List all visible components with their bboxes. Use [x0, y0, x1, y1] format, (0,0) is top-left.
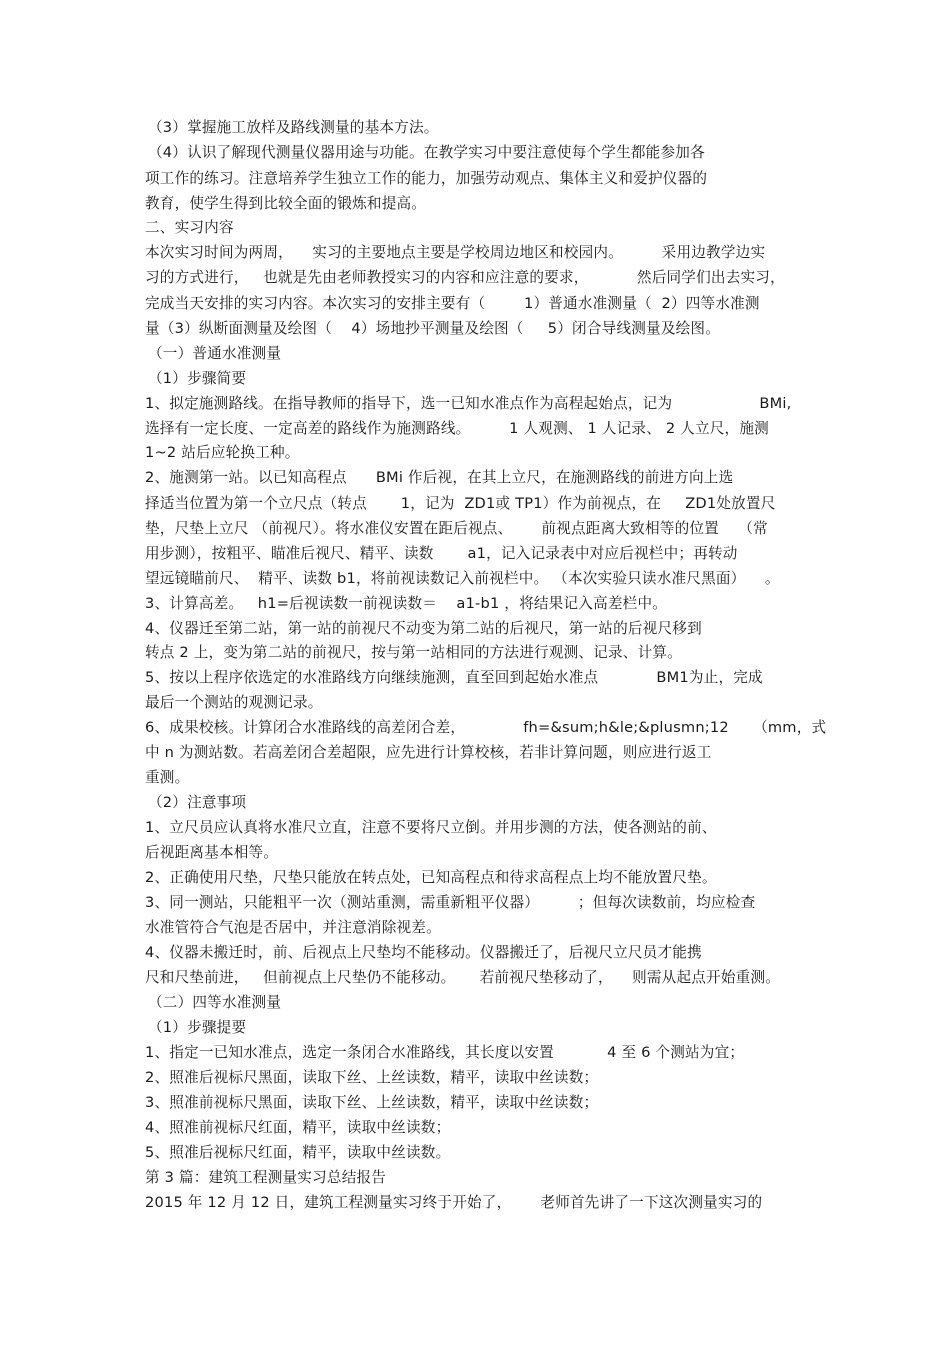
text-line: 择适当位置为第一个立尺点（转点 1，记为 ZD1或 TP1）作为前视点，在 ZD1处放置尺: [145, 495, 776, 512]
text-line: 转点 2 上，变为第二站的前视尺，按与第一站相同的方法进行观测、记录、计算。: [145, 644, 682, 661]
subsection-heading: （二）四等水准测量: [148, 994, 282, 1011]
text-line: （3）掌握施工放样及路线测量的基本方法。: [148, 119, 439, 136]
text-line: 用步测），按粗平、瞄准后视尺、精平、读数 a1，记入记录表中对应后视栏中；再转动: [145, 545, 738, 562]
subsection-heading: （一）普通水准测量: [148, 345, 282, 362]
text-line: 量（3）纵断面测量及绘图（ 4）场地抄平测量及绘图（ 5）闭合导线测量及绘图。: [145, 320, 720, 337]
text-line: 6、成果校核。计算闭合水准路线的高差闭合差， fh=&sum;h&le;&plusmn;12 （mm，式: [145, 719, 827, 736]
text-line: 重测。: [145, 769, 190, 786]
text-line: 5、照准后视标尺红面，精平，读取中丝读数。: [145, 1144, 451, 1161]
text-line: 后视距离基本相等。: [145, 844, 279, 861]
text-line: 4、照准前视标尺红面，精平，读取中丝读数；: [145, 1119, 451, 1136]
chapter-heading: 第 3 篇：建筑工程测量实习总结报告: [145, 1169, 387, 1186]
section-heading: 二、实习内容: [145, 219, 234, 236]
text-line: 2、施测第一站。以已知高程点 BMi 作后视，在其上立尺，在施测路线的前进方向上选: [145, 469, 734, 486]
text-line: 4、仪器迁至第二站，第一站的前视尺不动变为第二站的后视尺，第一站的后视尺移到: [145, 620, 702, 637]
text-line: 最后一个测站的观测记录。: [145, 694, 323, 711]
text-line: 2、正确使用尺垫，尺垫只能放在转点处，已知高程点和待求高程点上均不能放置尺垫。: [145, 869, 717, 886]
text-line: 1~2 站后应轮换工种。: [145, 444, 300, 461]
subsection-heading: （1）步骤提要: [148, 1019, 247, 1036]
text-line: 2015 年 12 月 12 日，建筑工程测量实习终于开始了， 老师首先讲了一下这次测量实习的: [145, 1194, 763, 1211]
text-line: 3、照准前视标尺黑面，读取下丝、上丝读数，精平，读取中丝读数；: [145, 1094, 599, 1111]
text-line: 项工作的练习。注意培养学生独立工作的能力，加强劳动观点、集体主义和爱护仪器的: [145, 170, 708, 187]
text-line: 4、仪器未搬迁时，前、后视点上尺垫均不能移动。仪器搬迁了，后视尺立尺员才能携: [145, 944, 702, 961]
text-line: 1、指定一已知水准点，选定一条闭合水准路线，其长度以安置 4 至 6 个测站为宜；: [145, 1044, 745, 1061]
text-line: 1、立尺员应认真将水准尺立直，注意不要将尺立倒。并用步测的方法，使各测站的前、: [145, 819, 717, 836]
text-line: 2、照准后视标尺黑面，读取下丝、上丝读数，精平，读取中丝读数；: [145, 1069, 599, 1086]
text-line: 1、拟定施测路线。在指导教师的指导下，选一已知水准点作为高程起始点，记为 BMi,: [145, 395, 792, 412]
text-line: 水准管符合气泡是否居中，并注意消除视差。: [145, 919, 441, 936]
text-line: 中 n 为测站数。若高差闭合差超限，应先进行计算校核，若非计算问题，则应进行返工: [145, 744, 712, 761]
text-line: 3、同一测站，只能粗平一次（测站重测，需重新粗平仪器） ；但每次读数前，均应检查: [145, 894, 756, 911]
text-line: 习的方式进行， 也就是先由老师教授实习的内容和应注意的要求， 然后同学们出去实习，: [145, 269, 785, 286]
subsection-heading: （2）注意事项: [148, 794, 247, 811]
text-line: 3、计算高差。 h1=后视读数一前视读数＝ a1-b1 ，将结果记入高差栏中。: [145, 595, 668, 612]
text-line: （4）认识了解现代测量仪器用途与功能。在教学实习中要注意使每个学生都能参加各: [148, 144, 705, 161]
text-line: 教育，使学生得到比较全面的锻炼和提高。: [145, 195, 427, 212]
text-line: 本次实习时间为两周， 实习的主要地点主要是学校周边地区和校园内。 采用边教学边实: [145, 244, 766, 261]
text-line: 尺和尺垫前进， 但前视点上尺垫仍不能移动。 若前视尺垫移动了， 则需从起点开始重测。: [145, 969, 781, 986]
text-line: 垫，尺垫上立尺 （前视尺）。将水准仪安置在距后视点、 前视点距离大致相等的位置 （常: [145, 520, 768, 537]
text-line: 5、按以上程序依选定的水准路线方向继续施测，直至回到起始水准点 BM1为止，完成: [145, 669, 763, 686]
text-line: 完成当天安排的实习内容。本次实习的安排主要有（ 1）普通水准测量（ 2）四等水准测: [145, 295, 760, 312]
text-line: 选择有一定长度、一定高差的路线作为施测路线。 1 人观测、 1 人记录、 2 人立尺，施测: [145, 420, 769, 437]
subsection-heading: （1）步骤简要: [148, 370, 247, 387]
text-line: 望远镜瞄前尺、 精平、读数 b1，将前视读数记入前视栏中。 （本次实验只读水准尺黑面） 。: [145, 570, 780, 587]
